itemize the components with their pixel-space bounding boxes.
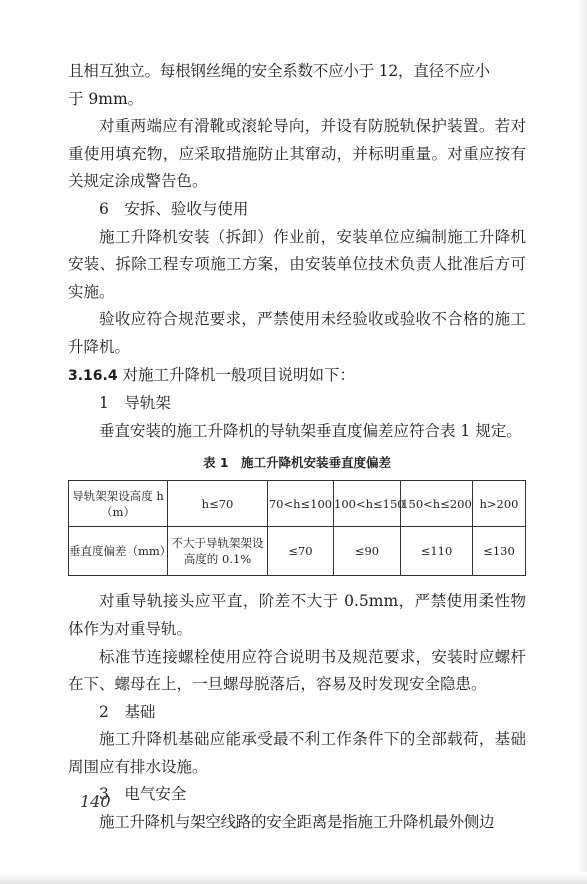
- paragraph-acceptance: 验收应符合规范要求，严禁使用未经验收或验收不合格的施工升降机。: [68, 310, 526, 356]
- section-heading-6: 6 安拆、验收与使用: [99, 199, 249, 218]
- table-cell: 150<h≤200: [401, 481, 473, 527]
- paragraph-counterweight: 对重两端应有滑靴或滚轮导向，并设有防脱轨保护装置。若对重使用填充物，应采取措施防止其窜动，并标明重量。对重应按有关规定涂成警告色。: [68, 117, 526, 191]
- page-number: 140: [80, 792, 111, 811]
- table-cell: 不大于导轨架架设高度的 0.1%: [168, 527, 268, 576]
- paragraph-rope-line1: 且相互独立。每根钢丝绳的安全系数不应小于 12，直径不应小: [68, 62, 490, 80]
- table-row: [69, 527, 526, 576]
- table-cell: ≤70: [268, 527, 334, 576]
- table-cell: ≤90: [334, 527, 401, 576]
- section-heading-2: 2 基础: [99, 702, 156, 721]
- table-row: [69, 481, 526, 527]
- paragraph-guide-joint: 对重导轨接头应平直，阶差不大于 0.5mm，严禁使用柔性物体作为对重导轨。: [68, 592, 526, 638]
- table-header-cell: 垂直度偏差（mm）: [69, 527, 168, 576]
- table-header-cell: 导轨架架设高度 h（m）: [69, 481, 168, 527]
- paragraph-rope-line2: 于 9mm。: [68, 89, 144, 108]
- verticality-table: [68, 480, 526, 576]
- clause-text: 对施工升降机一般项目说明如下：: [122, 365, 356, 384]
- table-cell: h≤70: [168, 481, 268, 527]
- table-caption: 表 1 施工升降机安装垂直度偏差: [202, 455, 392, 471]
- paragraph-bolts: 标准节连接螺栓使用应符合说明书及规范要求，安装时应螺杆在下、螺母在上，一旦螺母脱落后，容易及时发现安全隐患。: [68, 647, 526, 694]
- table-cell: ≤130: [473, 527, 526, 576]
- page-edge-shadow: [577, 0, 587, 884]
- table-cell: ≤110: [401, 527, 473, 576]
- paragraph-install-plan: 施工升降机安装（拆卸）作业前，安装单位应编制施工升降机安装、拆除工程专项施工方案，由安装单位技术负责人批准后方可实施。: [68, 227, 526, 301]
- section-heading-3: 3 电气安全: [99, 785, 187, 804]
- table-cell: 100<h≤150: [334, 481, 401, 527]
- section-heading-1: 1 导轨架: [99, 394, 171, 413]
- page-bottom-shadow: [0, 872, 587, 884]
- table-cell: h>200: [473, 481, 526, 527]
- clause-number: 3.16.4: [68, 367, 118, 384]
- page-content: [68, 58, 526, 837]
- paragraph-foundation: 施工升降机基础应能承受最不利工作条件下的全部载荷，基础周围应有排水设施。: [68, 730, 526, 776]
- paragraph-electrical: 施工升降机与架空线路的安全距离是指施工升降机最外侧边: [99, 813, 495, 832]
- clause-3-16-4: [68, 362, 526, 391]
- paragraph-verticality: 垂直安装的施工升降机的导轨架垂直度偏差应符合表 1 规定。: [99, 421, 522, 440]
- table-cell: 70<h≤100: [268, 481, 334, 527]
